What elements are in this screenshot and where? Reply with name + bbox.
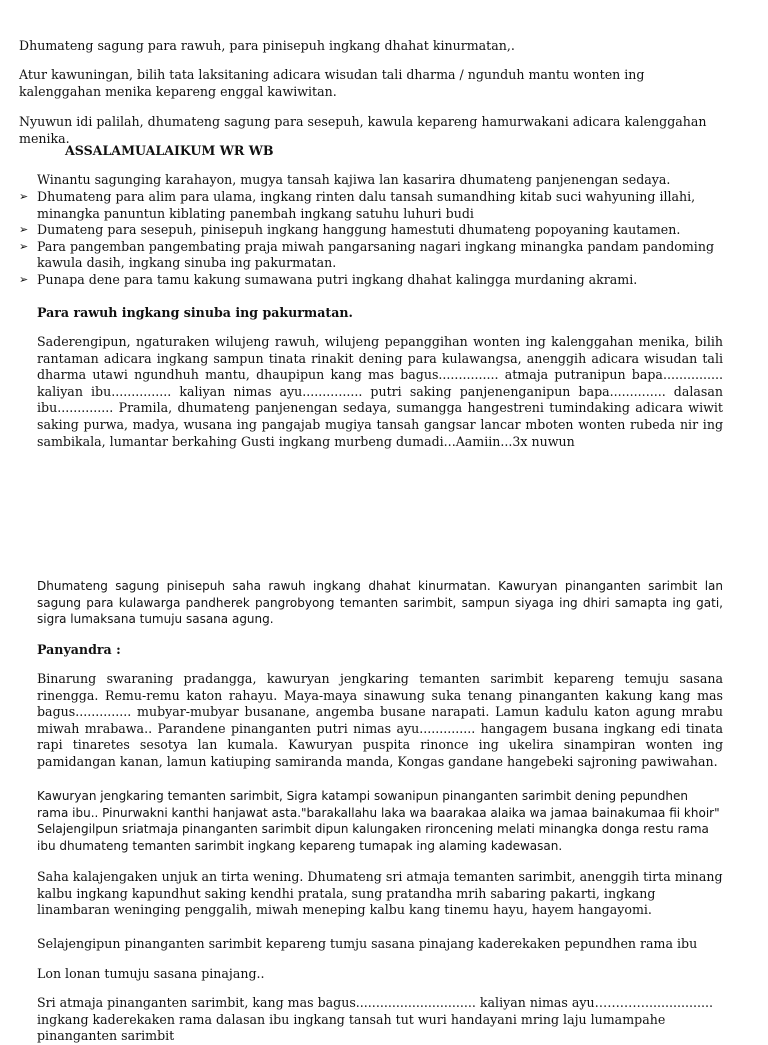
arrowhead-bullet-icon: ➢ [19, 190, 29, 203]
list-item-text: Dhumateng para alim para ulama, ingkang rinten dalu tansah sumandhing kitab suci wahyuning illahi, minangka panuntun kiblating panembah ingkang satuhu luhuri budi [37, 189, 696, 221]
panyandra-heading: Panyandra : [37, 642, 121, 657]
arrowhead-bullet-icon: ➢ [19, 239, 29, 253]
list-item-text: Dumateng para sesepuh, pinisepuh ingkang hanggung hamestuti dhumateng popoyaning kautamen. [37, 222, 681, 238]
panyandra-paragraph: Binarung swaraning pradangga, kawuryan jengkaring temanten sarimbit kepareng temuju sasana rinengga. Remu-remu katon rahayu. Maya-maya sinawung suka tenang pinanganten kakung kang mas bagus.............. mubyar-mubyar busanane, angemba busane narapati. Lamun kadulu katon agung mrabu miwah mrabawa.. Parandene pinanganten putri nimas ayu.............. hangagem busana ingkang edi tinata rapi tinaretes sesotya lan kumala. Kawuryan puspita rinonce ing ukelira sinampiran wonten ing pamidangan kanan, lamun katiuping samiranda manda, Kongas gandane hangebeki sajroning pawiwahan. [37, 671, 723, 769]
arrowhead-bullet-icon: ➢ [19, 272, 29, 286]
slow-walk-paragraph: Lon lonan tumuju sasana pinajang.. [37, 966, 265, 981]
list-item-text: Punapa dene para tamu kakung sumawana putri ingkang dhahat kalingga murdaning akrami. [37, 271, 638, 287]
arrowhead-bullet-icon: ➢ [19, 223, 29, 237]
announcement-paragraph: Atur kawuningan, bilih tata laksitaning adicara wisudan tali dharma / ngunduh mantu wonten ing kalenggahan menika kepareng enggal kawiwitan. [19, 67, 645, 99]
proceed-paragraph: Selajengipun pinanganten sarimbit kepareng tumju sasana pinajang kaderekaken pepundhen rama ibu [37, 936, 698, 951]
reception-paragraph: Kawuryan jengkaring temanten sarimbit, Sigra katampi sowanipun pinanganten sarimbit dening pepundhen rama ibu.. Pinurwakni kanthi hanjawat asta."barakallahu laka wa baarakaa alaika wa jamaa bainakumaa fii khoir" Selajengilpun sriatmaja pinanganten sarimbit dipun kalungaken rironcening melati minangka donga restu rama ibu dhumateng temanten sarimbit ingkang kepareng tumapak ing alaming kadewasan. [37, 789, 720, 853]
greeting-paragraph: Dhumateng sagung para rawuh, para pinisepuh ingkang dhahat kinurmatan,. [19, 38, 515, 53]
permission-paragraph: Nyuwun idi palilah, dhumateng sagung para sesepuh, kawula kepareng hamurwakani adicara kalenggahan menika. [19, 114, 707, 146]
list-item [19, 239, 723, 272]
blessing-paragraph: Winantu sagunging karahayon, mugya tansah kajiwa lan kasarira dhumateng panjenengan sedaya. [37, 172, 671, 187]
section-heading: Para rawuh ingkang sinuba ing pakurmatan. [37, 305, 353, 320]
salam-heading: ASSALAMUALAIKUM WR WB [65, 143, 274, 158]
opening-paragraph: Saderengipun, ngaturaken wilujeng rawuh, wilujeng pepanggihan wonten ing kalenggahan menika, bilih rantaman adicara ingkang sampun tinata rinakit dening para kulawangsa, anenggih adicara wisudan tali dharma utawi ngundhuh mantu, dhaupipun kang mas bagus............... atmaja putranipun bapa............... kaliyan ibu............... kaliyan nimas ayu............... putri saking panjenenganipun bapa.............. dalasan ibu.............. Pramila, dhumateng panjenengan sedaya, sumangga hangestreni tumindaking adicara wiwit saking purwa, madya, wusana ing pangajab mugiya tansah gangsar lancar mboten wonten rubeda nir ing sambikala, lumantar berkahing Gusti ingkang murbeng dumadi...Aamiin...3x nuwun [37, 334, 723, 449]
list-item-text: Para pangemban pangembating praja miwah pangarsaning nagari ingkang minangka pandam pandoming kawula dasih, ingkang sinuba ing pakurmatan. [37, 238, 714, 271]
procession-paragraph: Dhumateng sagung pinisepuh saha rawuh ingkang dhahat kinurmatan. Kawuryan pinanganten sarimbit lan sagung para kulawarga pandherek pangrobyong temanten sarimbit, sampun siyaga ing dhiri samapta ing gati, sigra lumaksana tumuju sasana agung. [37, 579, 723, 627]
list-item [19, 189, 723, 222]
closing-paragraph: Sri atmaja pinanganten sarimbit, kang mas bagus.............................. kaliyan nimas ayu…………................. ingkang kaderekaken rama dalasan ibu ingkang tansah tut wuri handayani mring laju lumampahe pinanganten sarimbit [37, 995, 714, 1044]
list-item [19, 272, 723, 289]
honorifics-list [19, 189, 723, 289]
water-ritual-paragraph: Saha kalajengaken unjuk an tirta wening. Dhumateng sri atmaja temanten sarimbit, anenggih tirta minang kalbu ingkang kapundhut saking kendhi pratala, sung pratandha mrih sabaring pakarti, ingkang linambaran weninging penggalih, miwah meneping kalbu kang tinemu hayu, hayem hangayomi. [37, 869, 723, 918]
list-item [19, 222, 723, 239]
